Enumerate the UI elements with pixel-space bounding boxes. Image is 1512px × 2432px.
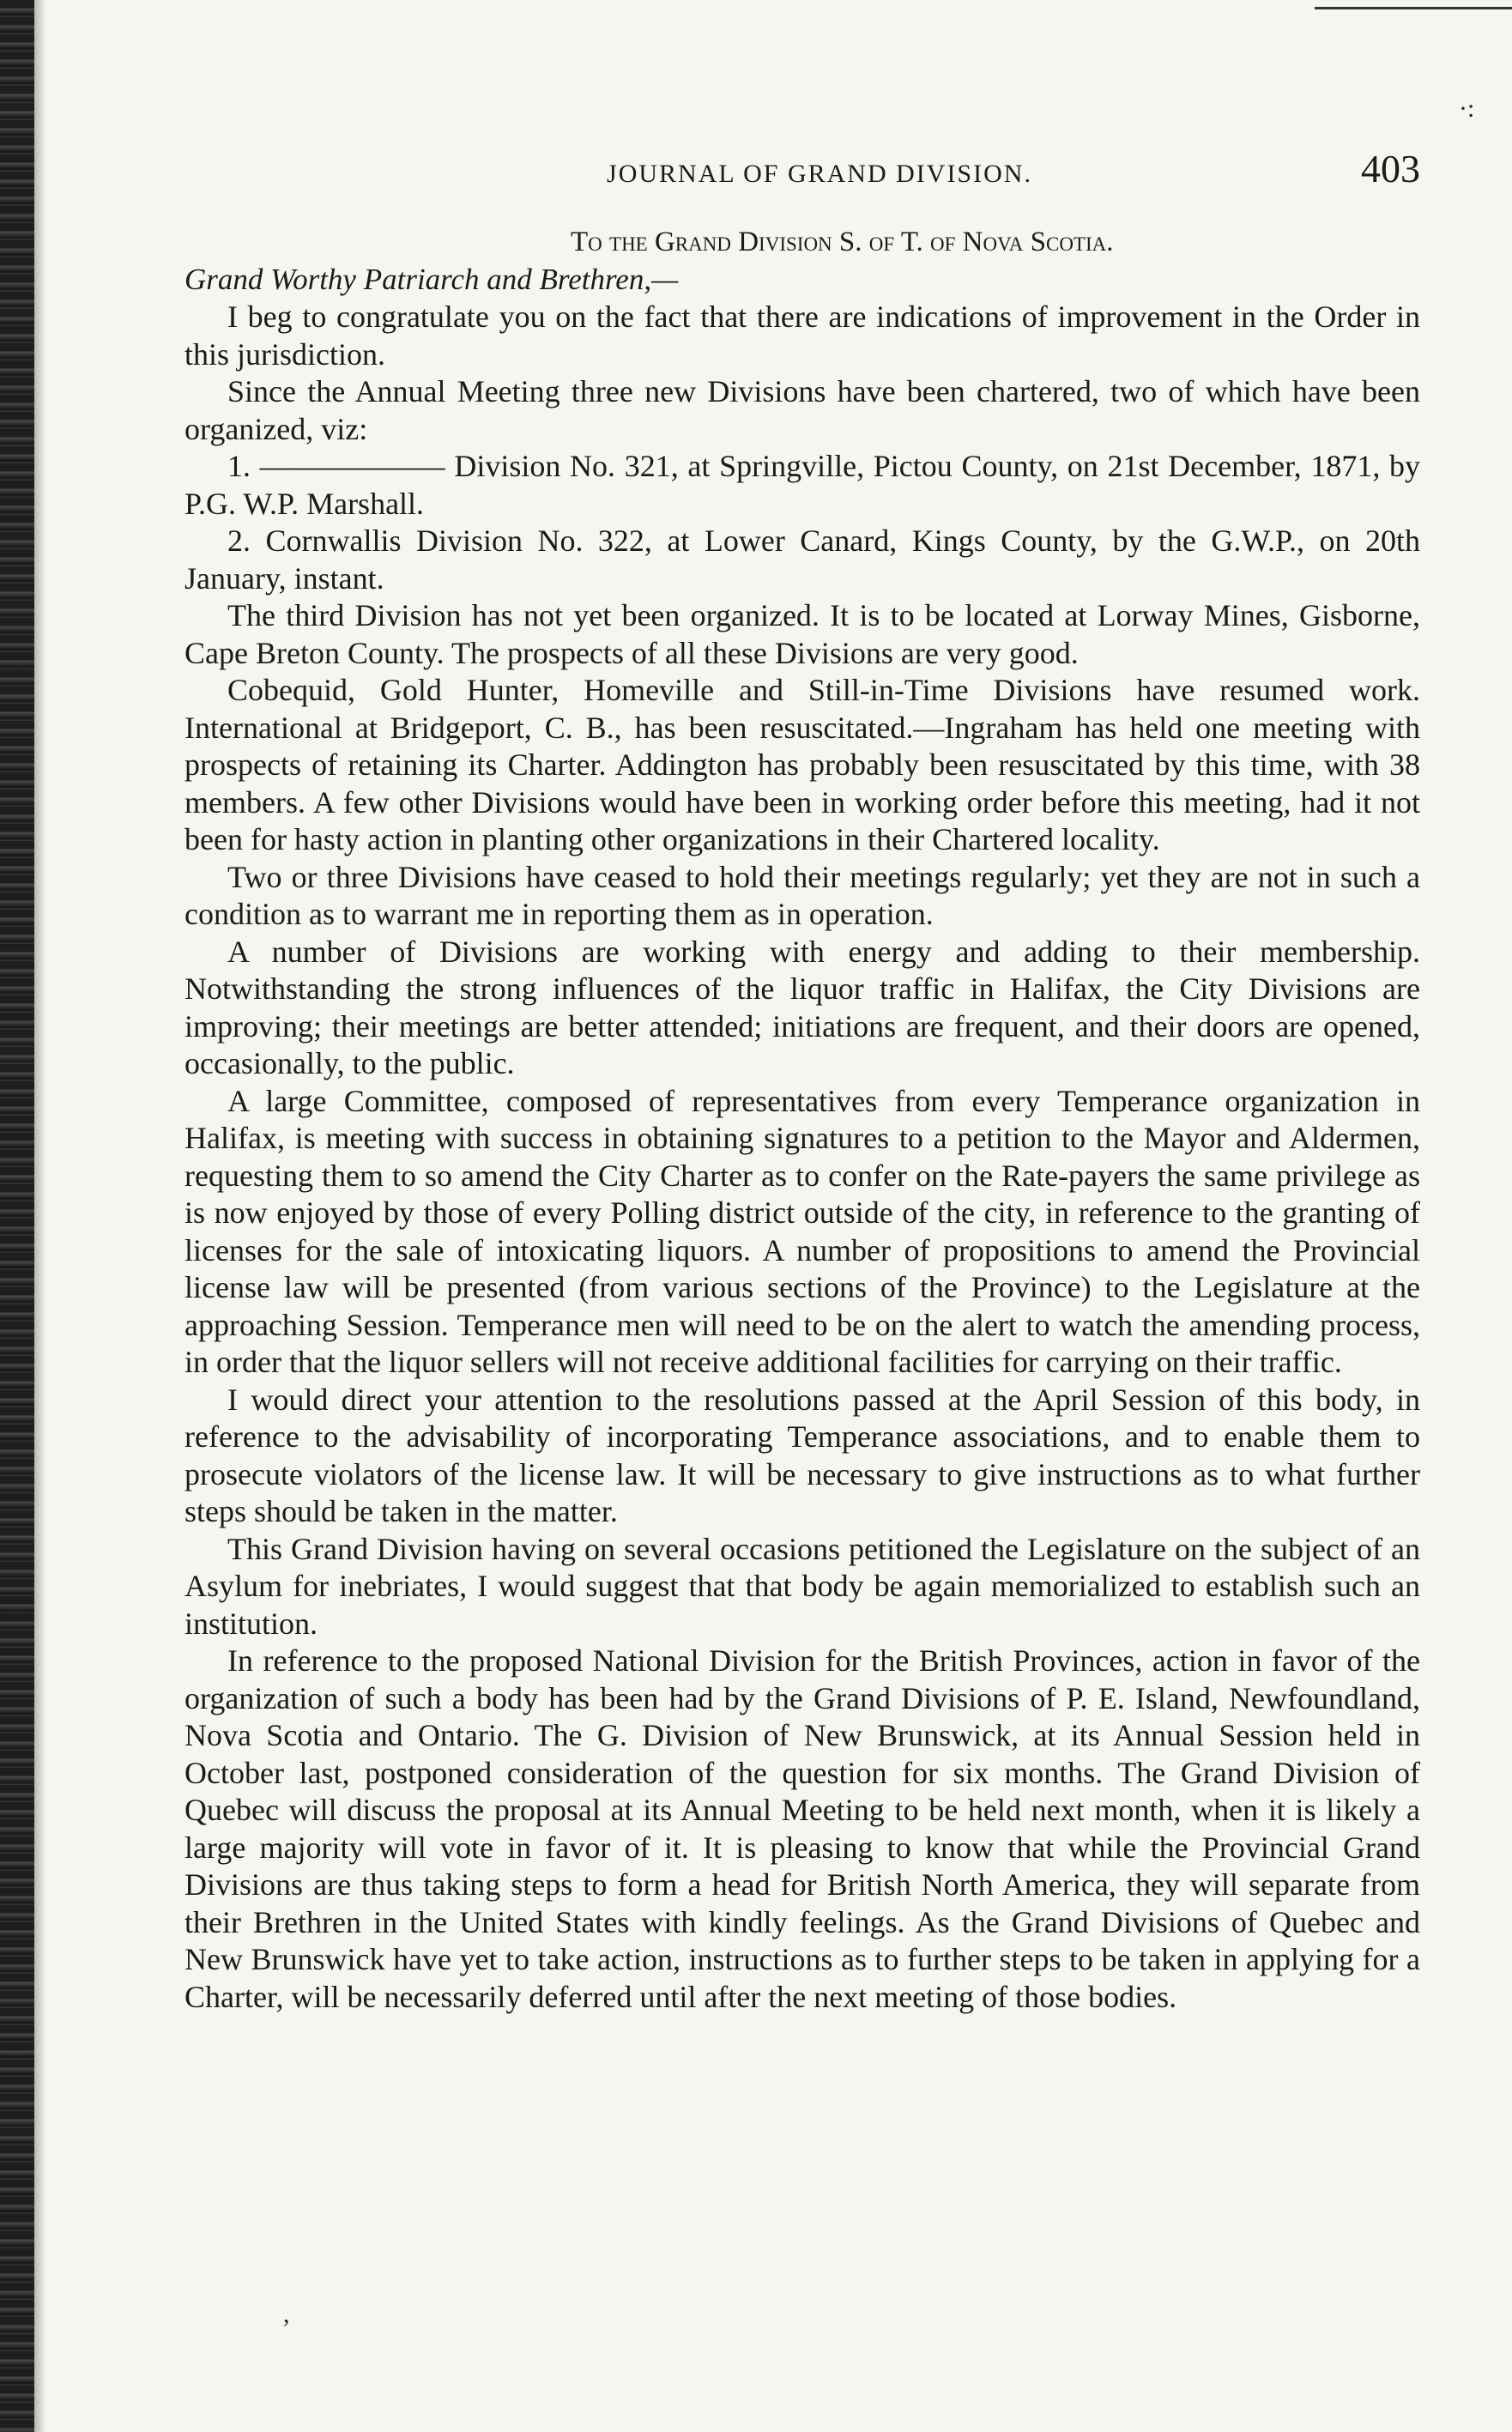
paragraph: In reference to the proposed National Division for the British Provinces, action in favor of the organization of such a body has been had by the Grand Divisions of P. E. Island, Newfoundland, Nova Scotia and Ontario. The G. Division of New Brunswick, at its Annual Session held in October last, postponed consideration of the question for six months. The Grand Division of Quebec will discuss the proposal at its Annual Meeting to be held next month, when it is likely a large majority will vote in favor of it. It is pleasing to know that while the Provincial Grand Divisions are thus taking steps to form a head for British North America, they will separate from their Brethren in the United States with kindly feelings. As the Grand Divisions of Quebec and New Brunswick have yet to take action, instructions as to further steps to be taken in applying for a Charter, will be necessarily deferred until after the next meeting of those bodies. (184, 1643, 1420, 2014)
address-line: To the Grand Division S. of T. of Nova Scotia. (571, 227, 1114, 257)
running-title: JOURNAL OF GRAND DIVISION. (607, 160, 1032, 188)
page-number: 403 (1361, 147, 1420, 191)
page-body (184, 144, 1420, 2016)
paragraph: Since the Annual Meeting three new Divisions have been chartered, two of which have been organized, viz: (184, 374, 1420, 446)
paragraph: Two or three Divisions have ceased to hold their meetings regularly; yet they are not in such a condition as to warrant me in reporting them as in operation. (184, 859, 1420, 931)
running-head (184, 144, 1420, 204)
book-binding-edge (0, 0, 34, 2432)
stray-mark: ·: (1459, 94, 1475, 123)
paragraph: A large Committee, composed of representatives from every Temperance organization in Halifax, is meeting with success in obtaining signatures to a petition to the Mayor and Aldermen, requesting them to so amend the City Charter as to confer on the Rate-payers the same privilege as is now enjoyed by those of every Polling district outside of the city, in reference to the granting of licenses for the sale of intoxicating liquors. A number of propositions to amend the Provincial license law will be presented (from various sections of the Province) to the Legislature at the approaching Session. Temperance men will need to be on the alert to watch the amending process, in order that the liquor sellers will not receive additional facilities for carrying on their traffic. (184, 1083, 1420, 1379)
paragraph: This Grand Division having on several occasions petitioned the Legislature on the subject of an Asylum for inebriates, I would suggest that that body be again memorialized to establish such an institution. (184, 1531, 1420, 1641)
paragraph: A number of Divisions are working with energy and adding to their membership. Notwithstanding the strong influences of the liquor traffic in Halifax, the City Divisions are improving; their meetings are better attended; initiations are frequent, and their doors are opened, occasionally, to the public. (184, 934, 1420, 1080)
paragraph: I beg to congratulate you on the fact that there are indications of improvement in the Order in this jurisdiction. (184, 299, 1420, 372)
paragraph: I would direct your attention to the resolutions passed at the April Session of this body, in reference to the advisability of incorporating Temperance associations, and to enable them to prosecute violators of the license law. It will be necessary to give instructions as to what further steps should be taken in the matter. (184, 1382, 1420, 1528)
greeting-line: Grand Worthy Patriarch and Brethren,— (184, 263, 679, 296)
top-rule (1315, 7, 1512, 9)
paragraph: 1. —————— Division No. 321, at Springville, Pictou County, on 21st December, 1871, by P.G. W.P. Marshall. (184, 449, 1420, 521)
paragraph: 2. Cornwallis Division No. 322, at Lower Canard, Kings County, by the G.W.P., on 20th January, instant. (184, 523, 1420, 596)
stray-mark: , (283, 2300, 290, 2328)
paragraph: The third Division has not yet been organized. It is to be located at Lorway Mines, Gisborne, Cape Breton County. The prospects of all these Divisions are very good. (184, 598, 1420, 670)
paragraph: Cobequid, Gold Hunter, Homeville and Still-in-Time Divisions have resumed work. International at Bridgeport, C. B., has been resuscitated.—Ingraham has held one meeting with prospects of retaining its Charter. Addington has probably been resuscitated by this time, with 38 members. A few other Divisions would have been in working order before this meeting, had it not been for hasty action in planting other organizations in their Chartered locality. (184, 673, 1420, 856)
